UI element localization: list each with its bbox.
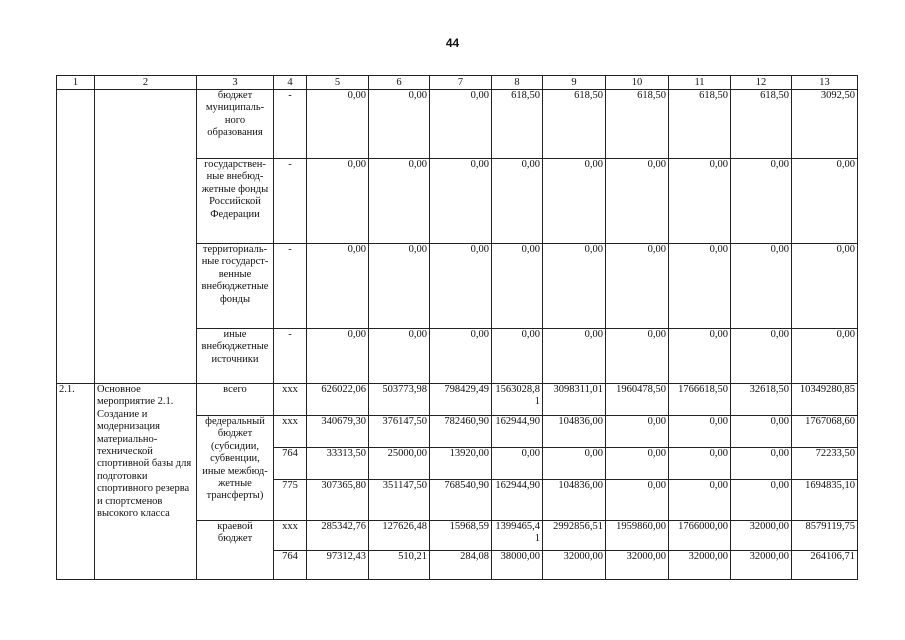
value-cell: 618,50 (669, 90, 731, 159)
empty-cell (95, 90, 197, 384)
value-cell: 618,50 (606, 90, 669, 159)
column-number: 12 (731, 76, 792, 90)
value-cell: 0,00 (369, 244, 430, 329)
column-number: 7 (430, 76, 492, 90)
column-number-row (57, 76, 858, 90)
table-row (57, 384, 858, 416)
value-cell: 0,00 (430, 90, 492, 159)
value-cell: 626022,06 (307, 384, 369, 416)
table-row (57, 90, 858, 159)
value-cell: 1767068,60 (792, 416, 858, 448)
value-cell: 618,50 (731, 90, 792, 159)
value-cell: 0,00 (606, 244, 669, 329)
value-cell: 307365,80 (307, 480, 369, 521)
value-cell: 0,00 (492, 244, 543, 329)
code-cell: - (274, 90, 307, 159)
funding-source: государствен-ные внебюд-жетные фонды Российской Федерации (197, 159, 274, 244)
value-cell: 10349280,85 (792, 384, 858, 416)
column-number: 13 (792, 76, 858, 90)
code-cell: 775 (274, 480, 307, 521)
value-cell: 618,50 (543, 90, 606, 159)
value-cell: 0,00 (731, 329, 792, 384)
value-cell: 32000,00 (543, 551, 606, 580)
value-cell: 1960478,50 (606, 384, 669, 416)
value-cell: 0,00 (369, 329, 430, 384)
value-cell: 3098311,01 (543, 384, 606, 416)
value-cell: 25000,00 (369, 448, 430, 480)
value-cell: 1563028,81 (492, 384, 543, 416)
value-cell: 0,00 (606, 448, 669, 480)
code-cell: - (274, 329, 307, 384)
value-cell: 0,00 (307, 90, 369, 159)
value-cell: 0,00 (792, 159, 858, 244)
value-cell: 32618,50 (731, 384, 792, 416)
value-cell: 0,00 (606, 416, 669, 448)
code-cell: - (274, 244, 307, 329)
value-cell: 0,00 (543, 244, 606, 329)
value-cell: 32000,00 (731, 551, 792, 580)
value-cell: 0,00 (731, 480, 792, 521)
value-cell: 0,00 (731, 244, 792, 329)
code-cell: - (274, 159, 307, 244)
value-cell: 0,00 (492, 448, 543, 480)
column-number: 1 (57, 76, 95, 90)
funding-source: федеральный бюджет (субсидии, субвенции, иные межбюд-жетные трансферты) (197, 416, 274, 521)
value-cell: 0,00 (430, 159, 492, 244)
value-cell: 285342,76 (307, 521, 369, 551)
value-cell: 0,00 (792, 244, 858, 329)
page-number: 44 (445, 36, 460, 50)
funding-source: бюджет муниципаль-ного образования (197, 90, 274, 159)
value-cell: 0,00 (669, 244, 731, 329)
value-cell: 0,00 (669, 329, 731, 384)
value-cell: 0,00 (669, 159, 731, 244)
value-cell: 97312,43 (307, 551, 369, 580)
value-cell: 340679,30 (307, 416, 369, 448)
value-cell: 1694835,10 (792, 480, 858, 521)
code-cell: 764 (274, 551, 307, 580)
value-cell: 1766618,50 (669, 384, 731, 416)
value-cell: 162944,90 (492, 416, 543, 448)
value-cell: 376147,50 (369, 416, 430, 448)
measure-number: 2.1. (57, 384, 95, 580)
value-cell: 13920,00 (430, 448, 492, 480)
value-cell: 0,00 (669, 480, 731, 521)
value-cell: 15968,59 (430, 521, 492, 551)
value-cell: 0,00 (307, 159, 369, 244)
value-cell: 0,00 (430, 244, 492, 329)
code-cell: ххх (274, 416, 307, 448)
value-cell: 162944,90 (492, 480, 543, 521)
value-cell: 0,00 (731, 448, 792, 480)
value-cell: 0,00 (731, 159, 792, 244)
value-cell: 104836,00 (543, 416, 606, 448)
value-cell: 0,00 (731, 416, 792, 448)
value-cell: 0,00 (669, 416, 731, 448)
value-cell: 1959860,00 (606, 521, 669, 551)
column-number: 11 (669, 76, 731, 90)
funding-source: краевой бюджет (197, 521, 274, 580)
value-cell: 0,00 (369, 159, 430, 244)
value-cell: 264106,71 (792, 551, 858, 580)
column-number: 3 (197, 76, 274, 90)
funding-source: территориаль-ные государст-венные внебюджетные фонды (197, 244, 274, 329)
value-cell: 1399465,41 (492, 521, 543, 551)
value-cell: 72233,50 (792, 448, 858, 480)
value-cell: 284,08 (430, 551, 492, 580)
value-cell: 0,00 (792, 329, 858, 384)
value-cell: 0,00 (543, 159, 606, 244)
value-cell: 0,00 (606, 159, 669, 244)
value-cell: 0,00 (669, 448, 731, 480)
value-cell: 3092,50 (792, 90, 858, 159)
value-cell: 104836,00 (543, 480, 606, 521)
value-cell: 0,00 (492, 159, 543, 244)
empty-cell (57, 90, 95, 384)
value-cell: 32000,00 (606, 551, 669, 580)
value-cell: 351147,50 (369, 480, 430, 521)
column-number: 2 (95, 76, 197, 90)
value-cell: 127626,48 (369, 521, 430, 551)
value-cell: 0,00 (307, 244, 369, 329)
budget-table (56, 75, 858, 580)
column-number: 5 (307, 76, 369, 90)
measure-name: Основное мероприятие 2.1. Создание и модернизация материально-технической спортивной базы для подготовки спортивного резерва и спортсменов высокого класса (95, 384, 197, 580)
code-cell: 764 (274, 448, 307, 480)
value-cell: 798429,49 (430, 384, 492, 416)
value-cell: 0,00 (606, 480, 669, 521)
value-cell: 768540,90 (430, 480, 492, 521)
column-number: 9 (543, 76, 606, 90)
value-cell: 0,00 (543, 329, 606, 384)
value-cell: 2992856,51 (543, 521, 606, 551)
column-number: 10 (606, 76, 669, 90)
code-cell: ххх (274, 521, 307, 551)
value-cell: 503773,98 (369, 384, 430, 416)
value-cell: 782460,90 (430, 416, 492, 448)
value-cell: 0,00 (430, 329, 492, 384)
value-cell: 0,00 (307, 329, 369, 384)
value-cell: 0,00 (492, 329, 543, 384)
value-cell: 0,00 (369, 90, 430, 159)
value-cell: 1766000,00 (669, 521, 731, 551)
value-cell: 8579119,75 (792, 521, 858, 551)
funding-source: всего (197, 384, 274, 416)
value-cell: 0,00 (606, 329, 669, 384)
value-cell: 32000,00 (731, 521, 792, 551)
column-number: 8 (492, 76, 543, 90)
value-cell: 38000,00 (492, 551, 543, 580)
column-number: 6 (369, 76, 430, 90)
value-cell: 32000,00 (669, 551, 731, 580)
code-cell: ххх (274, 384, 307, 416)
column-number: 4 (274, 76, 307, 90)
funding-source: иные внебюджетные источники (197, 329, 274, 384)
value-cell: 0,00 (543, 448, 606, 480)
value-cell: 510,21 (369, 551, 430, 580)
value-cell: 33313,50 (307, 448, 369, 480)
value-cell: 618,50 (492, 90, 543, 159)
